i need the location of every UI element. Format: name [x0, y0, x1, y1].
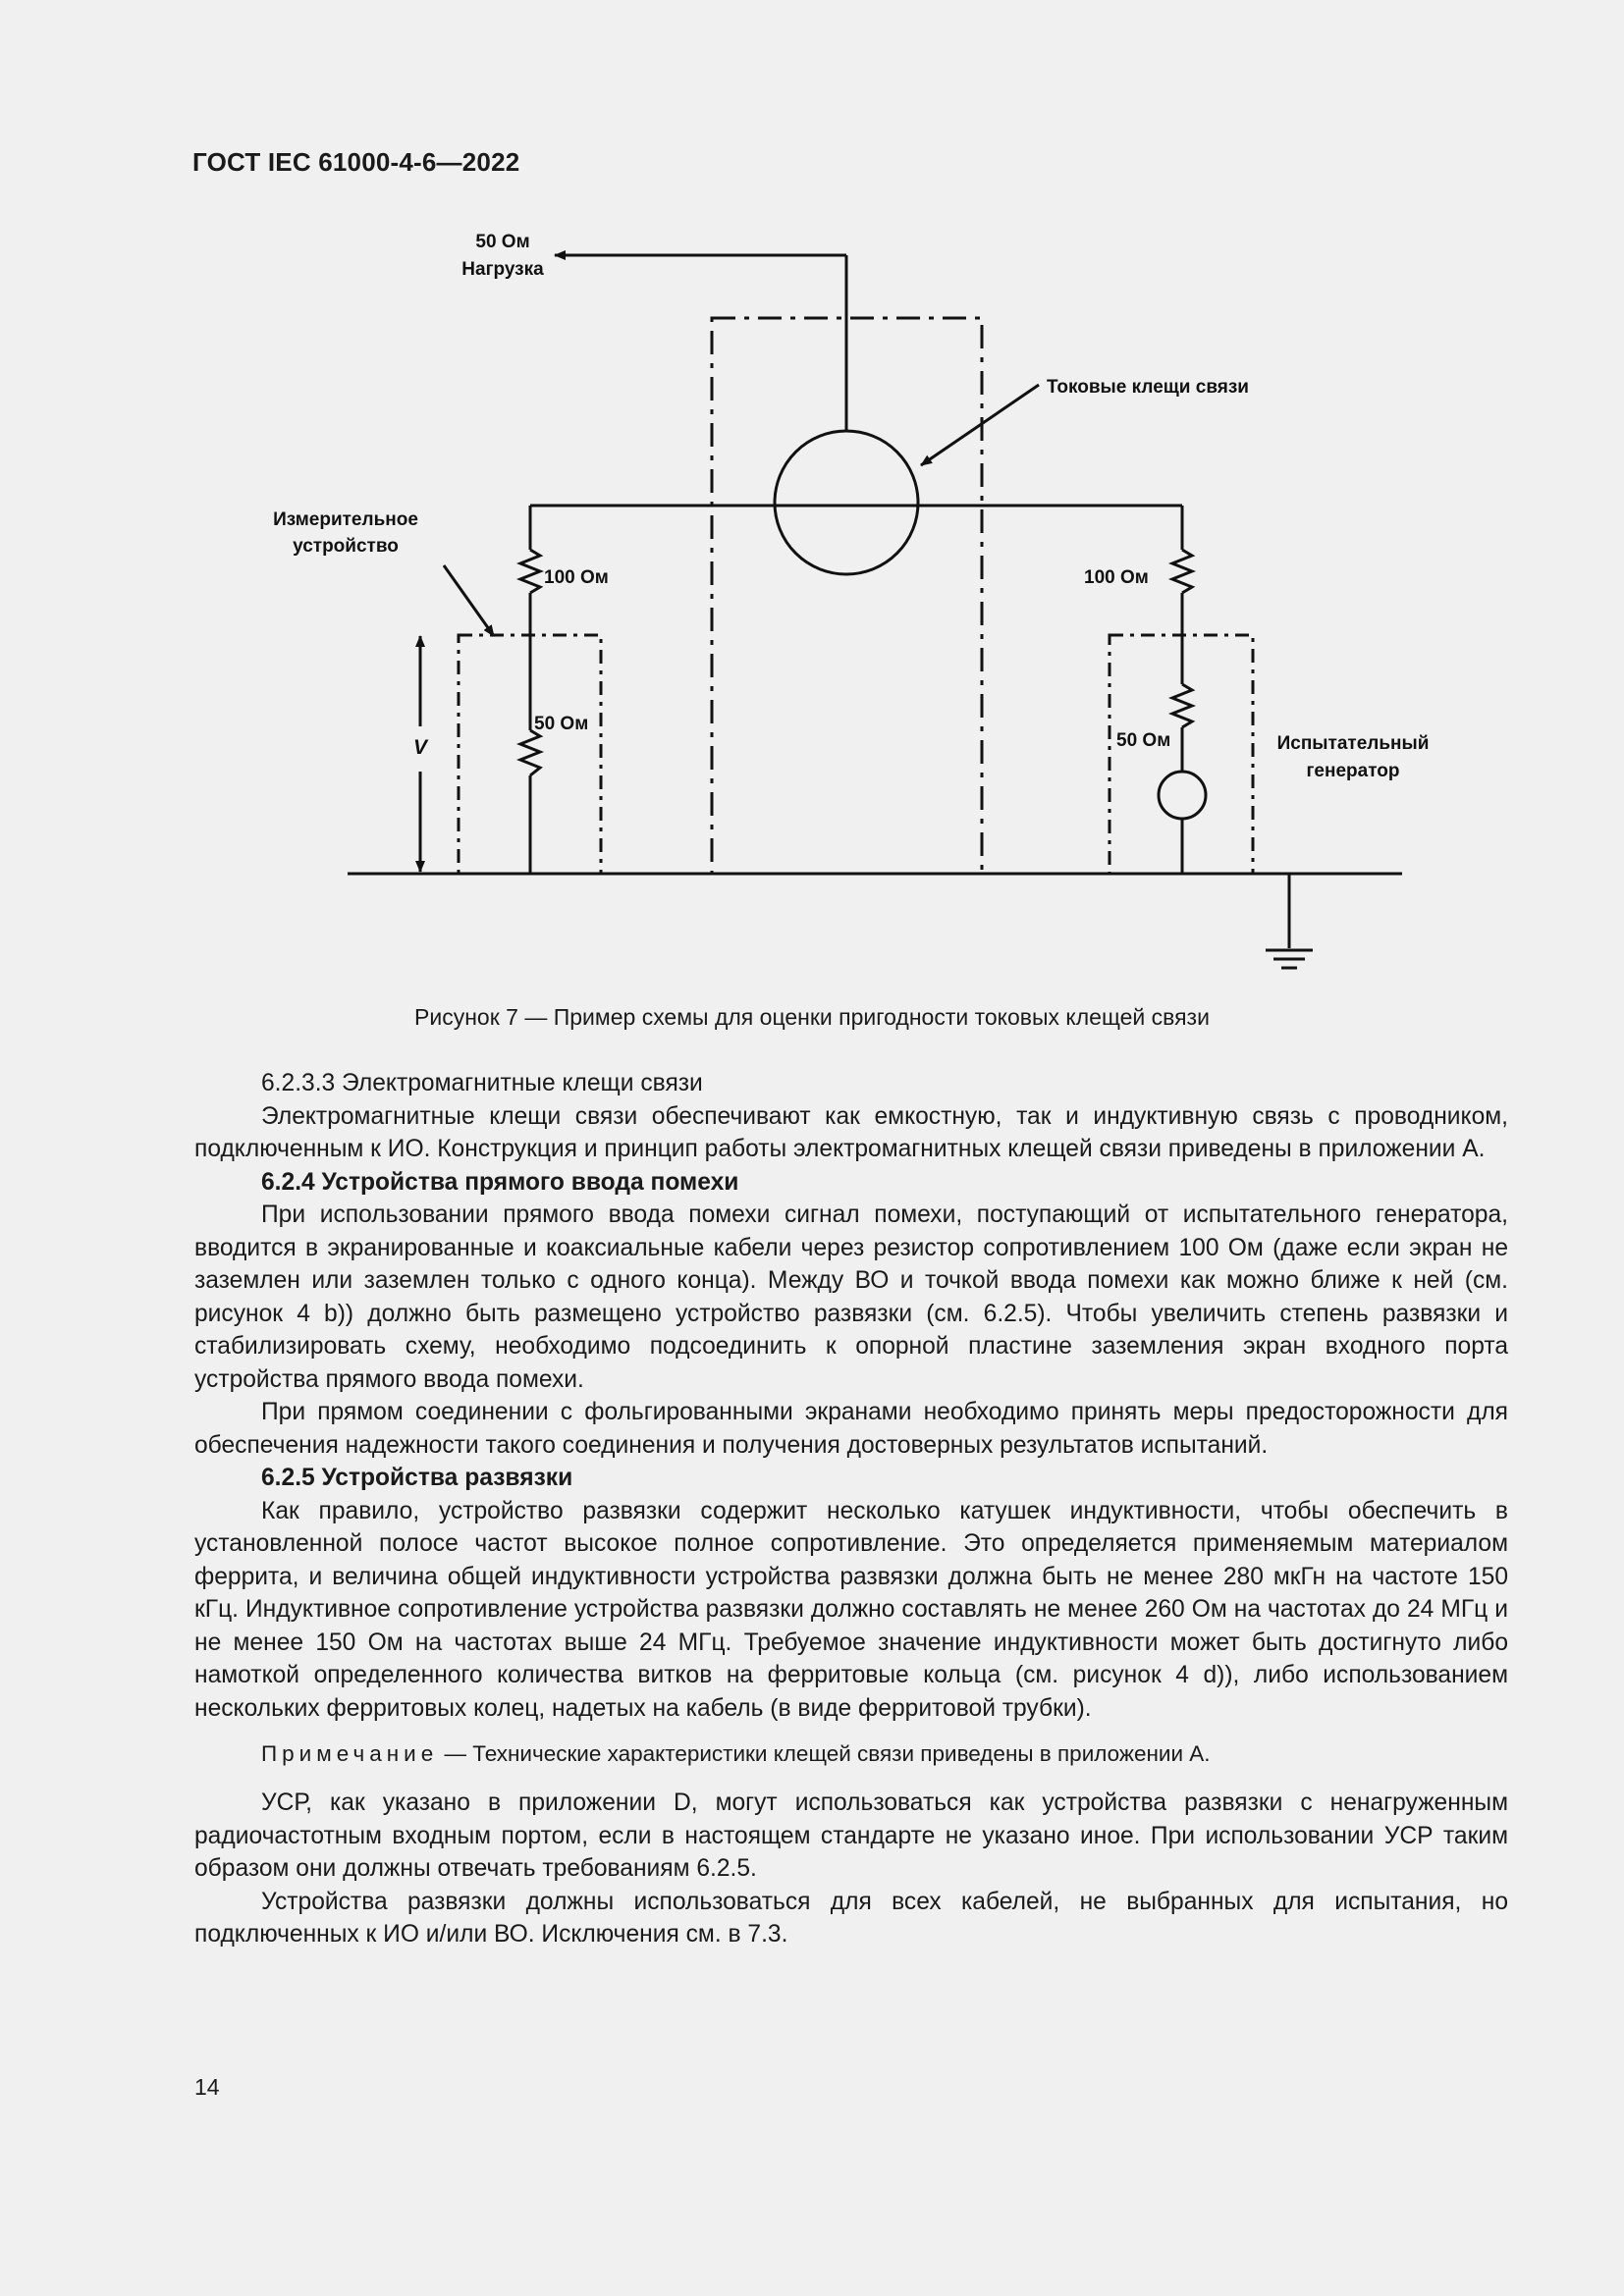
voltage-label: V — [412, 736, 428, 759]
section-title-6-2-3-3: 6.2.3.3 Электромагнитные клещи связи — [261, 1070, 703, 1096]
page-number: 14 — [194, 2074, 220, 2100]
circuit-diagram — [0, 0, 1624, 1001]
clamp-pointer — [921, 377, 1249, 465]
note-label: Примечание — [261, 1741, 439, 1766]
paragraph: Как правило, устройство развязки содержит несколько катушек индуктивности, чтобы обеспечить в установленной полосе частот высокое полное сопротивление. Это определяется применяемым материалом феррита, и величина общей индуктивности устройства развязки должна быть не менее 280 мкГн на частоте 150 кГц. Индуктивное сопротивление устройства развязки должно составлять не менее 260 Ом на частотах до 24 МГц и не менее 150 Ом на частотах выше 24 МГц. Требуемое значение индуктивности может быть достигнуто либо намоткой определенного количества витков на ферритовые кольца (см. рисунок 4 d)), либо использованием нескольких ферритовых колец, надетых на кабель (в виде ферритовой трубки). — [194, 1497, 1508, 1722]
paragraph: Устройства развязки должны использоваться для всех кабелей, не выбранных для испытания, но подключенных к ИО и/или ВО. Исключения см. в 7.3. — [194, 1888, 1508, 1948]
generator-source — [1159, 772, 1206, 819]
generator-label-line1: Испытательный — [1276, 733, 1430, 754]
current-clamp — [775, 431, 918, 574]
ground-symbol — [1266, 874, 1313, 968]
load-label-name: Нагрузка — [461, 259, 544, 280]
paragraph: УСР, как указано в приложении D, могут использоваться как устройства развязки с ненагруженным радиочастотным входным портом, если в настоящем стандарте не указано иное. При использовании УСР таким образом они должны отвечать требованиям 6.2.5. — [194, 1789, 1508, 1882]
right-resistor-50-label: 50 Ом — [1116, 730, 1171, 751]
measuring-label — [273, 509, 494, 636]
section-heading-6-2-4: 6.2.4 Устройства прямого ввода помехи — [261, 1168, 739, 1196]
measuring-label-line1: Измерительное — [273, 509, 418, 530]
note — [194, 1738, 1508, 1770]
clamp-label: Токовые клещи связи — [1047, 377, 1249, 398]
paragraph: Электромагнитные клещи связи обеспечивают как емкостную, так и индуктивную связь с проводником, подключенным к ИО. Конструкция и принцип работы электромагнитных клещей связи приведены в приложении А. — [194, 1102, 1508, 1162]
voltage-indicator — [413, 636, 429, 872]
figure-caption: Рисунок 7 — Пример схемы для оценки пригодности токовых клещей связи — [414, 1004, 1210, 1030]
document-header: ГОСТ IEC 61000-4-6—2022 — [192, 147, 520, 177]
load-connection — [555, 255, 846, 431]
load-label-value: 50 Ом — [475, 232, 530, 252]
paragraph: При использовании прямого ввода помехи сигнал помехи, поступающий от испытательного генератора, вводится в экранированные и коаксиальные кабели через резистор сопротивлением 100 Ом (даже если экран не заземлен или заземлен только с одного конца). Между ВО и точкой ввода помехи как можно ближе к ней (см. рисунок 4 b)) должно быть размещено устройство развязки (см. 6.2.5). Чтобы увеличить степень развязки и стабилизировать схему, необходимо подсоединить к опорной пластине заземления экран входного порта устройства прямого ввода помехи. — [194, 1201, 1508, 1393]
paragraph: При прямом соединении с фольгированными экранами необходимо принять меры предосторожности для обеспечения надежности такого соединения и получения достоверных результатов испытаний. — [194, 1399, 1508, 1459]
note-text: — Технические характеристики клещей связи приведены в приложении А. — [438, 1741, 1211, 1766]
left-resistor-50-label: 50 Ом — [534, 714, 589, 734]
left-branch — [520, 506, 540, 874]
left-resistor-100-label: 100 Ом — [544, 567, 609, 588]
body-text — [194, 1067, 1508, 1951]
section-heading-6-2-5: 6.2.5 Устройства развязки — [261, 1465, 573, 1491]
generator-label-line2: генератор — [1306, 761, 1400, 781]
load-label — [461, 232, 544, 280]
right-resistor-100-label: 100 Ом — [1084, 567, 1149, 588]
measuring-label-line2: устройство — [293, 536, 399, 557]
